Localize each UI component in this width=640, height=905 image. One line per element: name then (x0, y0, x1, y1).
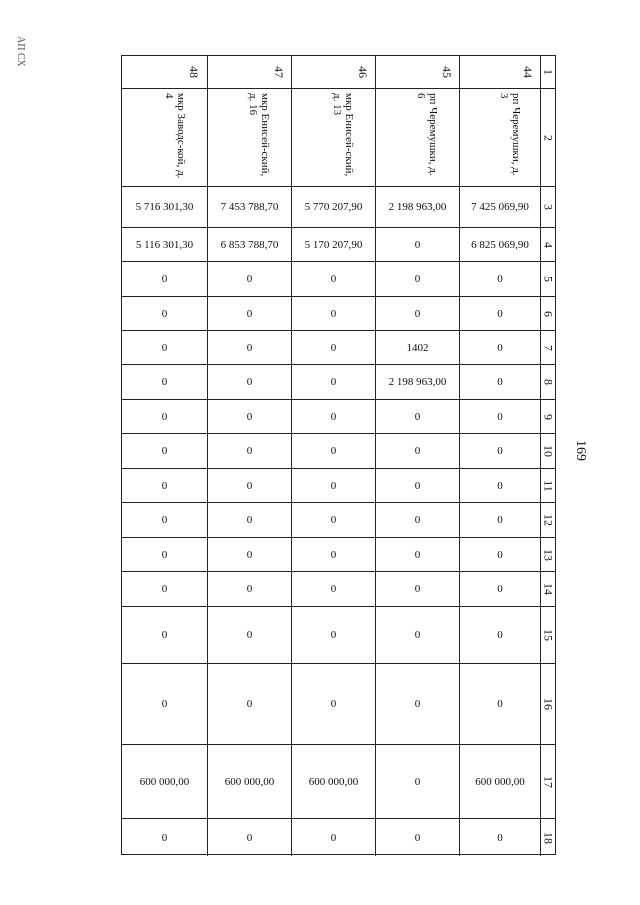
value: 0 (414, 307, 421, 320)
value: 0 (246, 307, 253, 320)
value: 7 453 788,70 (220, 201, 279, 213)
object-number-cell (291, 56, 375, 88)
table-row (122, 296, 555, 330)
column-number-cell (540, 228, 555, 261)
object-name-cell (291, 89, 375, 186)
value: 0 (497, 376, 503, 388)
value: 0 (161, 548, 168, 561)
column-number-cell (540, 538, 555, 571)
value: 0 (414, 479, 421, 492)
value-cell (122, 503, 207, 537)
value-cell (459, 331, 540, 364)
value: 0 (414, 698, 421, 710)
value: 0 (330, 514, 337, 526)
value: 0 (330, 273, 337, 285)
value: 0 (330, 629, 337, 641)
column-number: 15 (541, 629, 556, 641)
column-number-cell (540, 664, 555, 744)
value-cell (207, 819, 291, 856)
value-cell (459, 187, 540, 227)
value-cell (122, 365, 207, 399)
value: 0 (497, 583, 503, 595)
value-cell (122, 262, 207, 296)
column-number: 8 (541, 379, 556, 385)
data-table (121, 55, 556, 855)
object-number: 44 (521, 66, 535, 78)
value-cell (375, 262, 459, 296)
page-number: 169 (573, 440, 588, 461)
table-row (122, 56, 555, 88)
value-cell (122, 607, 207, 663)
value-cell (207, 400, 291, 433)
value: 0 (414, 629, 421, 641)
value: 0 (161, 445, 168, 457)
value: 600 000,00 (139, 775, 190, 788)
value-cell (291, 297, 375, 330)
value: 0 (414, 238, 421, 251)
table-row (122, 537, 555, 571)
value-cell (375, 400, 459, 433)
value: 0 (246, 698, 253, 710)
column-number-cell (540, 572, 555, 606)
value-cell (207, 469, 291, 502)
value-cell (375, 503, 459, 537)
value-cell (207, 262, 291, 296)
column-number: 18 (541, 831, 556, 844)
object-number: 45 (439, 66, 454, 78)
value: 0 (161, 698, 168, 710)
value: 0 (330, 376, 337, 388)
value-cell (459, 262, 540, 296)
column-number: 16 (541, 698, 556, 710)
value-cell (291, 469, 375, 502)
table-row (122, 261, 555, 296)
value-cell (122, 664, 207, 744)
value: 2 198 963,00 (388, 201, 447, 213)
column-number: 3 (541, 204, 556, 210)
value-cell (459, 745, 540, 818)
column-number: 6 (541, 310, 556, 317)
value-cell (291, 187, 375, 227)
value-cell (375, 607, 459, 663)
value: 0 (246, 479, 253, 492)
value: 0 (246, 548, 253, 561)
value: 0 (497, 445, 503, 457)
value: 0 (246, 629, 253, 641)
column-number: 12 (541, 514, 556, 526)
column-number-cell (540, 365, 555, 399)
value-cell (291, 434, 375, 468)
object-name-cell (207, 89, 291, 186)
column-number-cell (540, 434, 555, 468)
column-number-cell (540, 331, 555, 364)
value-cell (122, 819, 207, 856)
value: 0 (246, 514, 253, 526)
value: 0 (161, 410, 168, 423)
value-cell (207, 538, 291, 571)
value: 0 (497, 479, 503, 492)
value: 0 (161, 376, 168, 388)
value-cell (375, 745, 459, 818)
table-row (122, 399, 555, 433)
value-cell (375, 434, 459, 468)
column-number-cell (540, 745, 555, 818)
value: 0 (497, 548, 503, 561)
value: 0 (497, 629, 503, 641)
value-cell (291, 228, 375, 261)
value-cell (459, 607, 540, 663)
value-cell (375, 469, 459, 502)
value-cell (459, 469, 540, 502)
value-cell (291, 664, 375, 744)
value: 0 (246, 341, 253, 354)
value: 0 (161, 479, 168, 492)
column-number-cell (540, 400, 555, 433)
table-row (122, 502, 555, 537)
table-row (122, 433, 555, 468)
value: 0 (161, 273, 168, 285)
value: 0 (414, 831, 421, 844)
value: 2 198 963,00 (388, 376, 447, 388)
value-cell (122, 297, 207, 330)
value: 0 (497, 410, 503, 423)
value-cell (122, 469, 207, 502)
column-number: 13 (541, 548, 556, 561)
object-name: мкр Енисей-ский, д. 13 (331, 92, 356, 176)
column-number-cell (540, 56, 555, 88)
column-number-cell (540, 819, 555, 856)
object-number-cell (207, 56, 291, 88)
value-cell (459, 400, 540, 433)
value-cell (375, 187, 459, 227)
value: 0 (161, 831, 168, 844)
value-cell (207, 297, 291, 330)
object-number: 48 (187, 66, 202, 78)
value-cell (375, 819, 459, 856)
value: 0 (414, 583, 421, 595)
object-name-cell (459, 89, 540, 186)
column-number-cell (540, 187, 555, 227)
value-cell (459, 503, 540, 537)
value-cell (291, 572, 375, 606)
table-row (122, 364, 555, 399)
table-row (122, 744, 555, 818)
value: 0 (330, 410, 337, 423)
column-number-cell (540, 89, 555, 186)
value: 6 853 788,70 (220, 238, 279, 251)
value: 5 116 301,30 (135, 238, 194, 251)
column-number: 9 (541, 413, 556, 420)
value-cell (291, 400, 375, 433)
table-row (122, 818, 555, 856)
object-name: мкр Енисей-ский, д. 16 (247, 92, 272, 176)
value: 0 (497, 307, 503, 320)
column-number-cell (540, 297, 555, 330)
column-number: 1 (541, 69, 556, 75)
object-number-cell (459, 56, 540, 88)
value: 0 (330, 698, 337, 710)
object-number: 47 (271, 66, 286, 78)
value-cell (291, 365, 375, 399)
value-cell (207, 365, 291, 399)
column-number-cell (540, 469, 555, 502)
value: 0 (414, 514, 421, 526)
value-cell (122, 187, 207, 227)
value-cell (459, 228, 540, 261)
table-row (122, 663, 555, 744)
object-name: рп Черемушки, д. 3 (497, 92, 522, 176)
value: 7 425 069,90 (471, 201, 529, 213)
value-cell (459, 297, 540, 330)
value-cell (291, 538, 375, 571)
value-cell (459, 664, 540, 744)
value: 600 000,00 (308, 775, 359, 788)
object-number-cell (375, 56, 459, 88)
value-cell (122, 572, 207, 606)
value-cell (291, 607, 375, 663)
value-cell (207, 434, 291, 468)
value: 5 716 301,30 (135, 201, 194, 213)
value-cell (375, 538, 459, 571)
object-name: мкр Заводс-кой, д. 4 (162, 92, 187, 178)
value-cell (122, 434, 207, 468)
value: 6 825 069,90 (471, 238, 529, 251)
table-row (122, 186, 555, 227)
value-cell (122, 228, 207, 261)
column-number-cell (540, 607, 555, 663)
column-number: 10 (541, 445, 556, 457)
value-cell (291, 331, 375, 364)
value-cell (375, 664, 459, 744)
value-cell (459, 572, 540, 606)
value-cell (122, 745, 207, 818)
value: 600 000,00 (224, 775, 275, 788)
value-cell (122, 331, 207, 364)
column-number: 4 (541, 241, 556, 248)
value: 0 (497, 698, 503, 710)
value: 0 (497, 341, 503, 354)
value: 0 (330, 307, 337, 320)
table-row (122, 227, 555, 261)
value-cell (207, 331, 291, 364)
column-number-cell (540, 262, 555, 296)
table-row (122, 571, 555, 606)
value: 0 (330, 445, 337, 457)
table-row (122, 468, 555, 502)
value: 0 (497, 831, 503, 844)
value-cell (291, 745, 375, 818)
value: 0 (497, 514, 503, 526)
value: 0 (246, 831, 253, 844)
value: 0 (330, 341, 337, 354)
column-number: 17 (541, 775, 556, 788)
value-cell (207, 228, 291, 261)
value-cell (459, 819, 540, 856)
value-cell (291, 819, 375, 856)
value-cell (207, 607, 291, 663)
value: 0 (161, 514, 168, 526)
value-cell (459, 538, 540, 571)
value-cell (459, 365, 540, 399)
value-cell (375, 572, 459, 606)
value-cell (207, 745, 291, 818)
value: 0 (414, 445, 421, 457)
value: 0 (330, 831, 337, 844)
value: 0 (161, 629, 168, 641)
value: 0 (414, 548, 421, 561)
value: 0 (161, 341, 168, 354)
value: 0 (246, 445, 253, 457)
value: 0 (161, 583, 168, 595)
column-number: 2 (541, 134, 556, 141)
value-cell (375, 297, 459, 330)
value: 5 170 207,90 (304, 238, 363, 251)
value: 5 770 207,90 (304, 201, 363, 213)
value: 0 (246, 376, 253, 388)
value: 0 (414, 775, 421, 788)
margin-note: АП СХ (15, 36, 26, 67)
value: 0 (330, 548, 337, 561)
value-cell (291, 262, 375, 296)
value: 1402 (406, 341, 429, 354)
column-number: 5 (541, 276, 556, 282)
table-row (122, 330, 555, 364)
object-name: рп Черемушки, д. 6 (415, 92, 440, 176)
column-number: 11 (541, 479, 556, 492)
value-cell (375, 228, 459, 261)
value-cell (207, 572, 291, 606)
value-cell (207, 664, 291, 744)
object-number-cell (122, 56, 207, 88)
value: 0 (246, 410, 253, 423)
column-number: 14 (541, 583, 556, 595)
value: 0 (414, 273, 421, 285)
object-name-cell (122, 89, 207, 186)
value: 0 (246, 273, 253, 285)
column-number: 7 (541, 344, 556, 351)
value: 0 (414, 410, 421, 423)
value: 0 (330, 479, 337, 492)
table-row (122, 606, 555, 663)
value: 0 (161, 307, 168, 320)
value: 0 (497, 273, 503, 285)
value: 600 000,00 (475, 775, 525, 788)
value-cell (291, 503, 375, 537)
value-cell (375, 365, 459, 399)
value-cell (122, 538, 207, 571)
column-number-cell (540, 503, 555, 537)
object-number: 46 (355, 66, 370, 78)
value-cell (375, 331, 459, 364)
value-cell (459, 434, 540, 468)
table-row (122, 88, 555, 186)
object-name-cell (375, 89, 459, 186)
value-cell (207, 503, 291, 537)
value: 0 (330, 583, 337, 595)
value-cell (122, 400, 207, 433)
value: 0 (246, 583, 253, 595)
value-cell (207, 187, 291, 227)
